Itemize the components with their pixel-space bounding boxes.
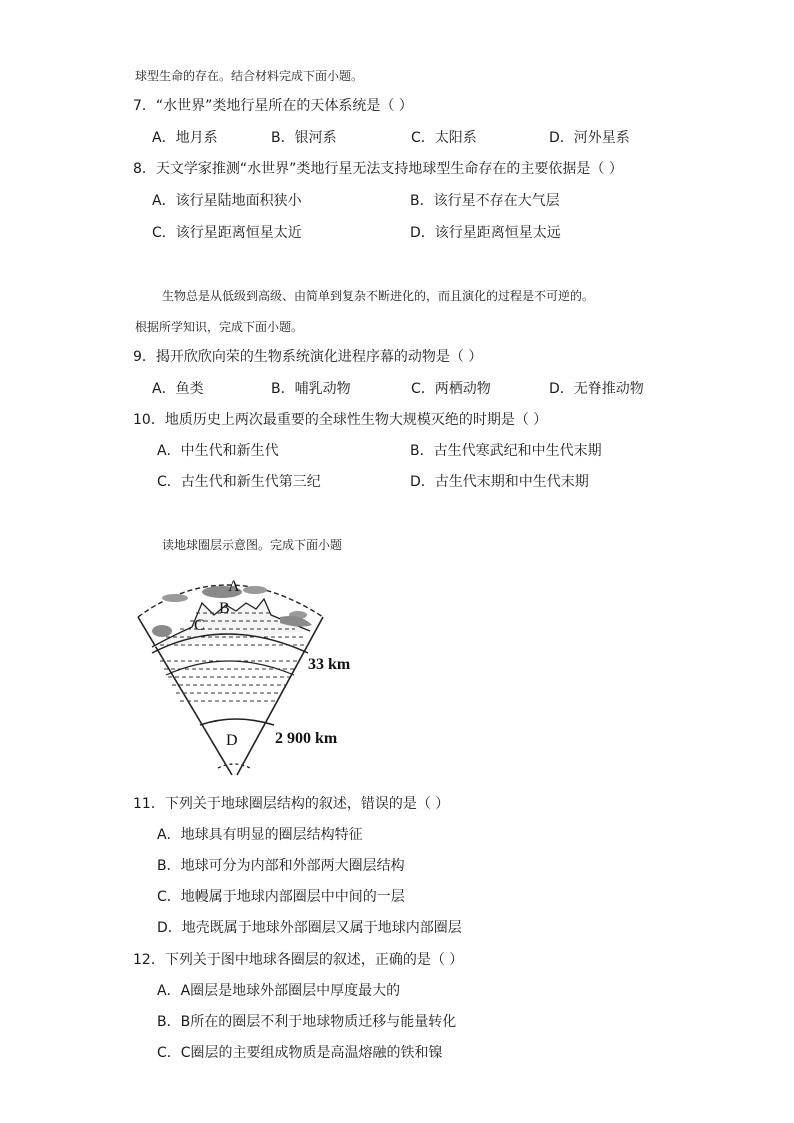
option-a: A．地月系 xyxy=(152,130,218,146)
depth-label-moho: 33 km xyxy=(308,656,351,673)
option-a: A．该行星陆地面积狭小 xyxy=(152,193,302,209)
question-stem: 10．地质历史上两次最重要的全球性生物大规模灭绝的时期是（ ） xyxy=(133,412,548,428)
option-c: C．两栖动物 xyxy=(411,381,491,397)
option-b: B．地球可分为内部和外部两大圈层结构 xyxy=(157,858,405,874)
mantle-layer-boundary xyxy=(166,661,294,675)
cloud-shape xyxy=(243,586,267,594)
option-b: B．银河系 xyxy=(271,130,337,146)
label-d: D xyxy=(226,732,238,749)
option-c: C．古生代和新生代第三纪 xyxy=(157,474,321,490)
earth-layers-diagram xyxy=(130,565,360,780)
question-stem: 11．下列关于地球圈层结构的叙述，错误的是（ ） xyxy=(133,796,450,812)
passage-text: 球型生命的存在。结合材料完成下面小题。 xyxy=(135,69,364,83)
question-stem: 12．下列关于图中地球各圈层的叙述，正确的是（ ） xyxy=(133,952,464,968)
option-d: D．无脊推动物 xyxy=(549,381,644,397)
option-d: D．该行星距离恒星太远 xyxy=(410,225,561,241)
option-a: A．中生代和新生代 xyxy=(157,443,279,459)
option-b: B．古生代寒武纪和中生代末期 xyxy=(410,443,602,459)
passage-text: 生物总是从低级到高级、由简单到复杂不断进化的，而且演化的过程是不可逆的。 xyxy=(162,289,595,303)
question-stem: 9．揭开欣欣向荣的生物系统演化进程序幕的动物是（ ） xyxy=(133,349,483,365)
question-stem: 8．天文学家推测“水世界”类地行星无法支持地球型生命存在的主要依据是（ ） xyxy=(133,161,623,177)
inner-core-boundary xyxy=(218,764,250,768)
passage-text: 根据所学知识，完成下面小题。 xyxy=(135,320,304,334)
option-b: B．该行星不存在大气层 xyxy=(410,193,560,209)
label-a: A xyxy=(228,578,240,595)
question-stem: 7．“水世界”类地行星所在的天体系统是（ ） xyxy=(133,98,413,114)
option-c: C．C圈层的主要组成物质是高温熔融的铁和镍 xyxy=(157,1045,443,1061)
option-a: A．A圈层是地球外部圈层中厚度最大的 xyxy=(157,983,401,999)
cloud-shape xyxy=(152,625,172,637)
option-c: C．地幔属于地球内部圈层中中间的一层 xyxy=(157,889,405,905)
option-d: D．河外星系 xyxy=(549,130,630,146)
option-b: B．B所在的圈层不利于地球物质迁移与能量转化 xyxy=(157,1014,457,1030)
depth-label-core: 2 900 km xyxy=(275,730,338,747)
label-c: C xyxy=(194,617,205,634)
option-a: A．地球具有明显的圈层结构特征 xyxy=(157,827,363,843)
option-b: B．哺乳动物 xyxy=(271,381,351,397)
sector-right-edge xyxy=(237,617,323,775)
option-c: C．太阳系 xyxy=(411,130,477,146)
cloud-shape xyxy=(162,594,188,602)
core-boundary xyxy=(200,719,274,725)
option-c: C．该行星距离恒星太近 xyxy=(152,225,302,241)
option-d: D．古生代末期和中生代末期 xyxy=(410,474,589,490)
option-d: D．地壳既属于地球外部圈层又属于地球内部圈层 xyxy=(157,920,462,936)
option-a: A．鱼类 xyxy=(152,381,204,397)
label-b: B xyxy=(219,600,230,617)
mantle-hatch xyxy=(172,685,286,701)
passage-text: 读地球圈层示意图。完成下面小题 xyxy=(162,538,343,552)
